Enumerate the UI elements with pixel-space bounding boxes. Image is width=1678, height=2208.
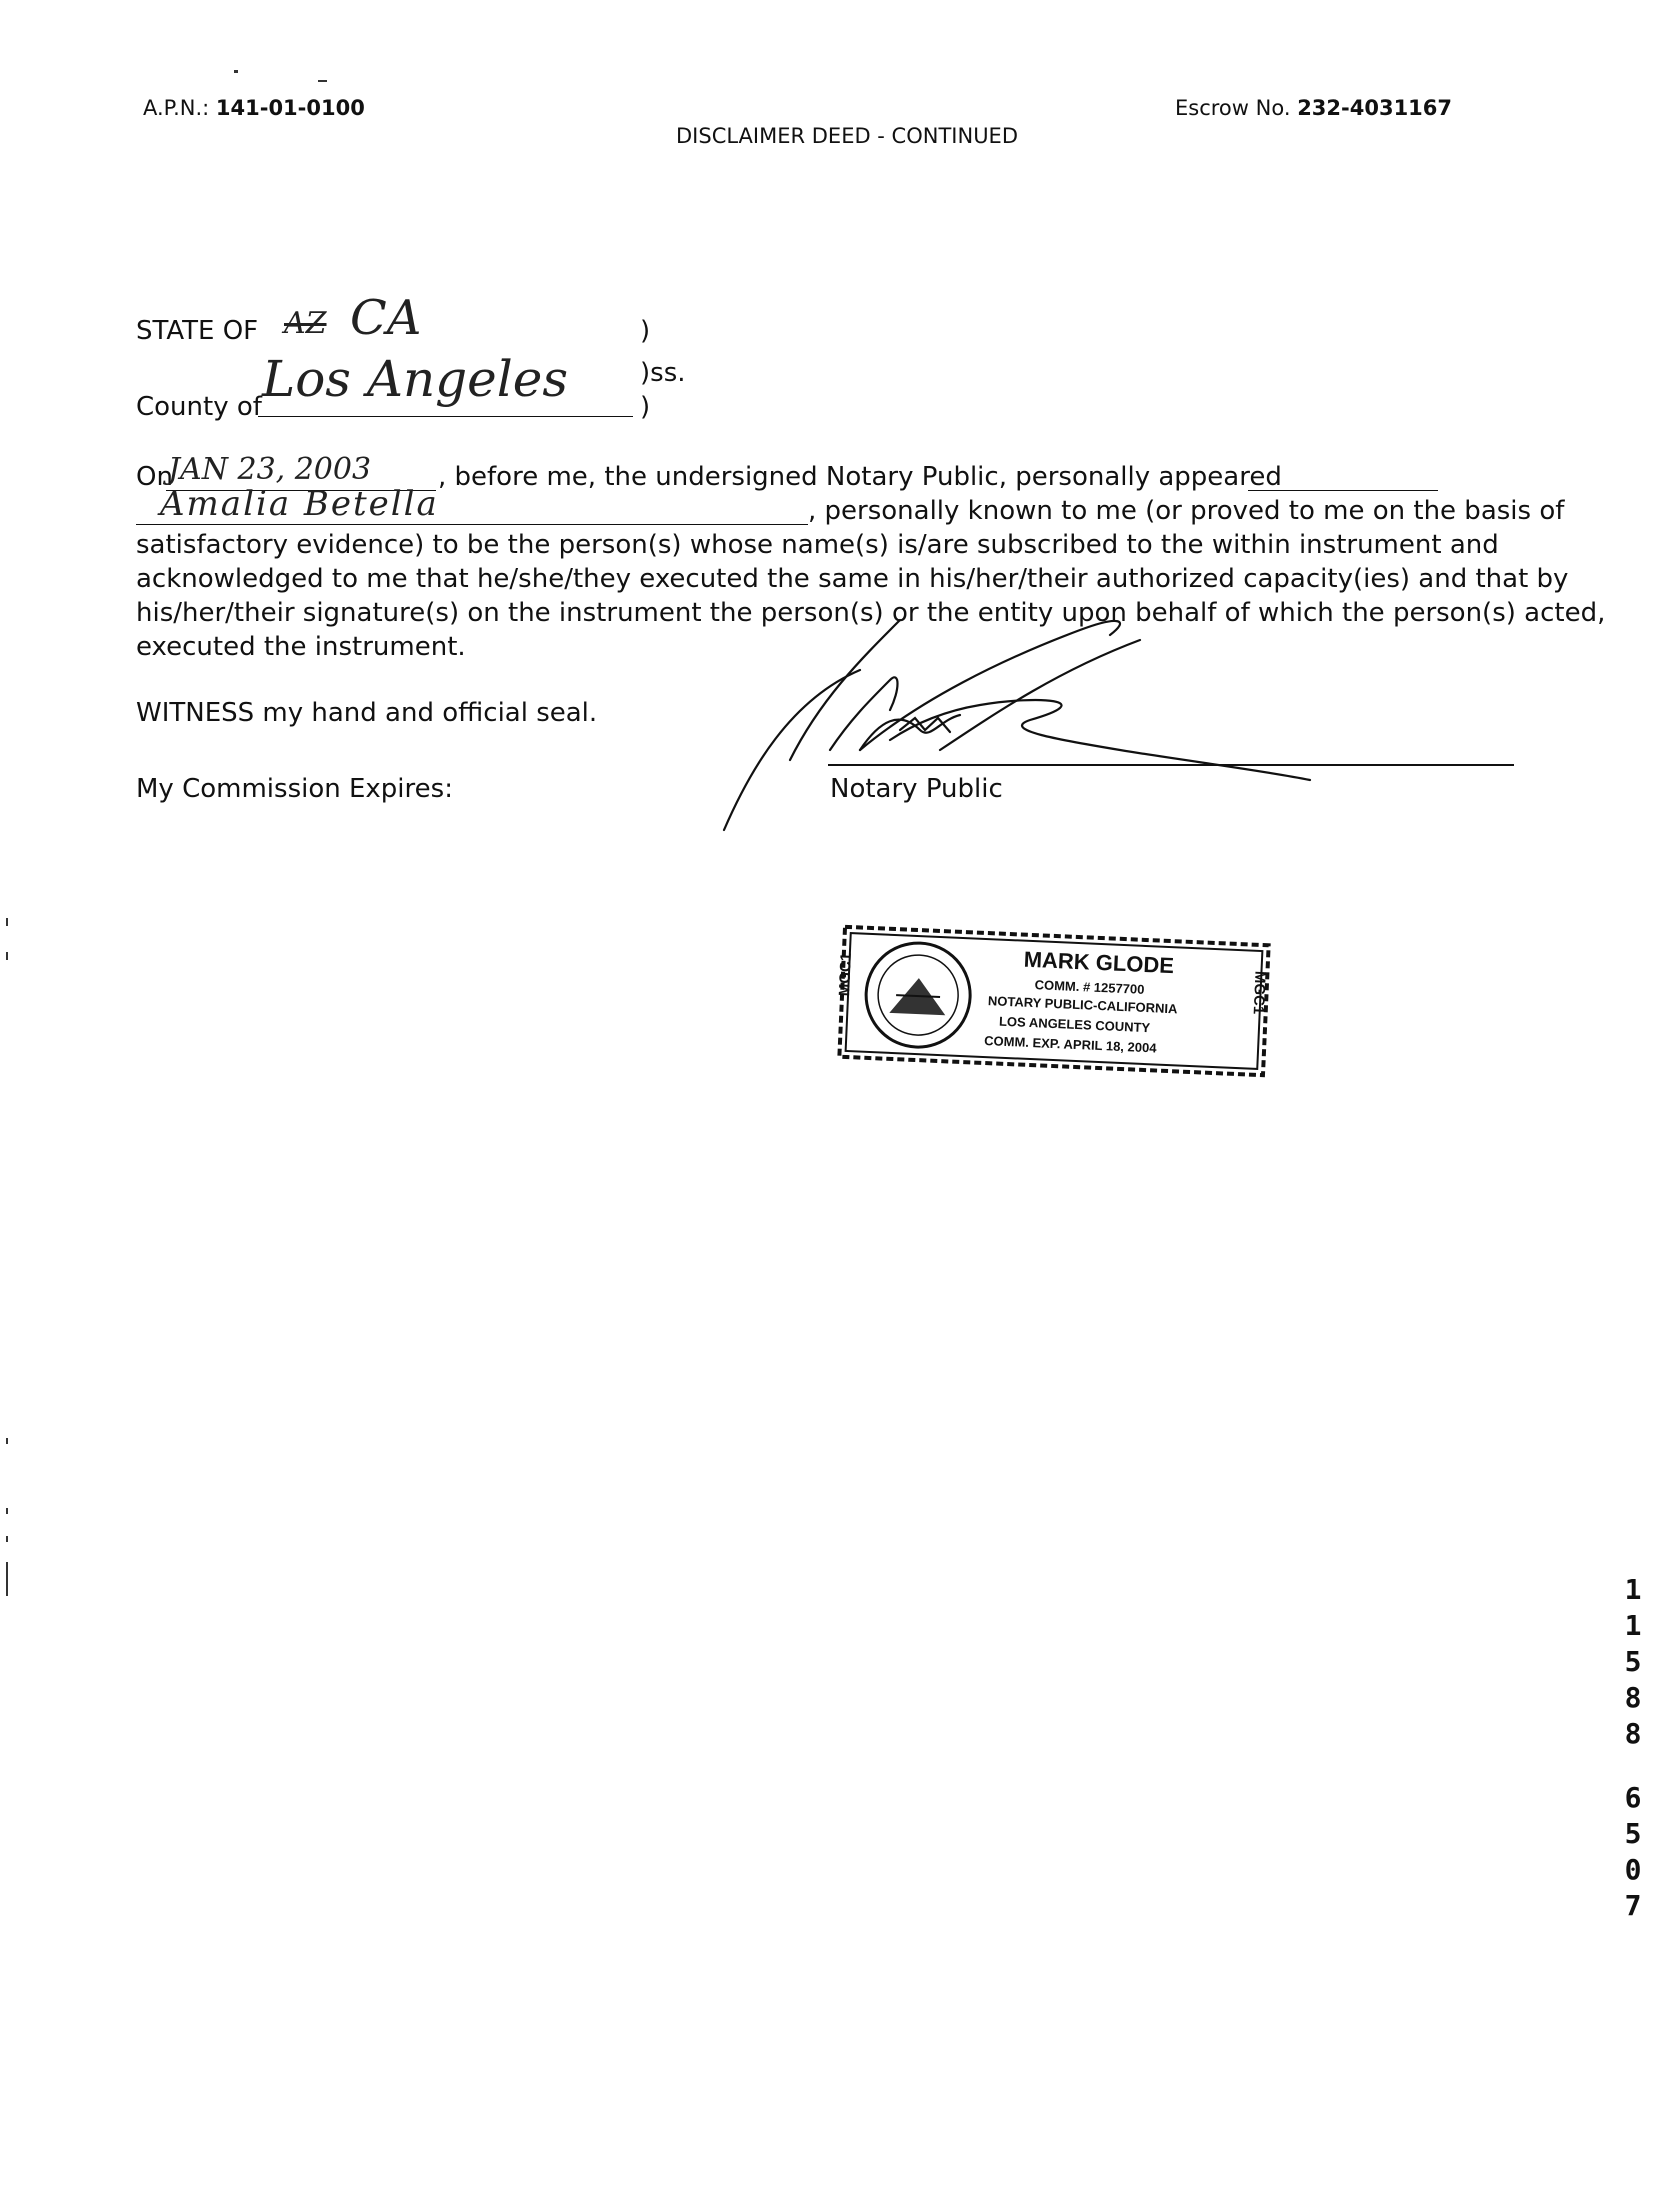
margin-digit: 1 xyxy=(1624,1609,1642,1642)
scan-mark xyxy=(6,1562,8,1596)
escrow-label: Escrow No. xyxy=(1175,96,1291,120)
margin-digit: 0 xyxy=(1624,1853,1642,1886)
margin-digit: 8 xyxy=(1624,1681,1642,1714)
margin-document-number xyxy=(1618,1572,1648,1924)
paren-open: ) xyxy=(640,316,651,346)
stamp-side-left: MGC1 xyxy=(836,952,855,997)
page-title: DISCLAIMER DEED - CONTINUED xyxy=(676,124,1018,148)
scan-mark xyxy=(6,1508,8,1514)
notary-stamp xyxy=(835,923,1273,1080)
scan-speck xyxy=(234,70,238,73)
stamp-side-right: MGC1 xyxy=(1249,970,1269,1015)
stamp-name: MARK GLODE xyxy=(1023,946,1175,979)
witness-text: WITNESS my hand and official seal. xyxy=(136,698,598,728)
scan-mark xyxy=(6,952,8,960)
paren-close: ) xyxy=(640,392,651,422)
notary-public-label: Notary Public xyxy=(830,774,1003,804)
margin-gap xyxy=(1618,1752,1648,1780)
ack-line-4: acknowledged to me that he/she/they executed the same in his/her/their authorized capacity(ies) and that by xyxy=(136,564,1569,594)
scan-mark xyxy=(6,1536,8,1542)
scan-mark xyxy=(6,1438,8,1444)
stamp-county: LOS ANGELES COUNTY xyxy=(998,1013,1151,1036)
ack-line-5: his/her/their signature(s) on the instrument the person(s) or the entity upon behalf of which the person(s) acted, xyxy=(136,598,1606,628)
state-handwritten: CA xyxy=(350,290,422,346)
ack-line-1: , before me, the undersigned Notary Public, personally appeared xyxy=(438,462,1282,492)
name-handwritten: Amalia Betella xyxy=(160,484,439,524)
name-underline xyxy=(136,524,808,525)
paren-ss: )ss. xyxy=(640,358,686,388)
notary-signature xyxy=(700,600,1340,840)
margin-digit: 5 xyxy=(1624,1645,1642,1678)
state-label: STATE OF xyxy=(136,316,259,346)
margin-digit: 6 xyxy=(1624,1781,1642,1814)
ack-line-2: , personally known to me (or proved to me on the basis of xyxy=(808,496,1565,526)
escrow-number xyxy=(1175,96,1452,120)
on-label: On xyxy=(136,462,173,492)
scan-mark xyxy=(6,918,8,926)
apn xyxy=(143,96,365,120)
county-underline xyxy=(258,416,633,417)
margin-digit: 7 xyxy=(1624,1889,1642,1922)
state-struck-text: AZ xyxy=(284,306,327,341)
margin-digit: 1 xyxy=(1624,1573,1642,1606)
ack-line-6: executed the instrument. xyxy=(136,632,466,662)
apn-value: 141-01-0100 xyxy=(215,96,365,120)
scan-speck xyxy=(318,80,327,82)
county-label: County of xyxy=(136,392,262,422)
stamp-notary-title: NOTARY PUBLIC-CALIFORNIA xyxy=(987,993,1178,1017)
ack-line-3: satisfactory evidence) to be the person(s) whose name(s) is/are subscribed to the within instrument and xyxy=(136,530,1499,560)
margin-digit: 8 xyxy=(1624,1717,1642,1750)
stamp-expires: COMM. EXP. APRIL 18, 2004 xyxy=(983,1033,1157,1056)
escrow-value: 232-4031167 xyxy=(1297,96,1453,120)
county-handwritten: Los Angeles xyxy=(262,350,569,408)
appeared-underline xyxy=(1248,490,1438,491)
commission-expires-label: My Commission Expires: xyxy=(136,774,453,804)
apn-label: A.P.N.: xyxy=(143,96,210,120)
date-handwritten: JAN 23, 2003 xyxy=(168,452,372,487)
stamp-comm: COMM. # 1257700 xyxy=(1034,977,1145,997)
margin-digit: 5 xyxy=(1624,1817,1642,1850)
